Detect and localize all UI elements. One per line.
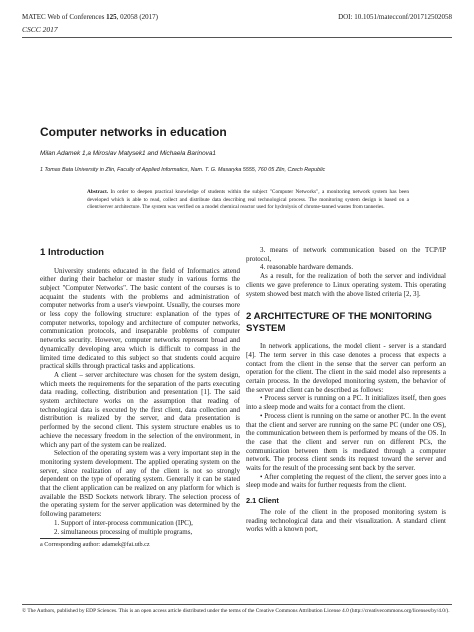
- left-column: [40, 244, 240, 548]
- affiliation: 1 Tomas Bata University in Zlin, Faculty of Applied Informatics, Nam. T. G. Masaryka 5555, 760 05 Zlin, Czech Republic: [40, 167, 326, 173]
- doi[interactable]: DOI: 10.1051/matecconf/201712502058: [338, 13, 452, 21]
- paragraph: In network applications, the model client - server is a standard [4]. The term server in this case denotes a process that expects a contact from the client in the sense that the server can perform an operation for the client. The client in the said model also represents a certain process. In the developed monitoring system, the behavior of the server and client can be described as follows:: [246, 342, 446, 394]
- paragraph: University students educated in the field of Informatics attend either during their bachelor or master study in various forms the subject "Computer Networks". The basic content of the courses is to acquaint the students with the problems and administration of computer networks from a user's viewpoint. Usually, the courses more or less copy the following structure: explanation of the types of computer networks, topology and architecture of computer networks, communication protocols, and inseparable problems of computer networks security. However, computer networks represent broad and dynamically developing area which is difficult to compass in the limited time dedicated to this subject so that students could acquire practical skills through practical tasks and applications.: [40, 266, 240, 371]
- list-item: 4. reasonable hardware demands.: [260, 263, 354, 272]
- list-item: 2. simultaneous processing of multiple programs,: [54, 527, 193, 536]
- abstract: [87, 189, 409, 212]
- footnote-rule: [40, 538, 120, 539]
- subsection-heading-client: 2.1 Client: [246, 496, 279, 506]
- conference-name: CSCC 2017: [22, 25, 58, 34]
- bullet-item: • After completing the request of the client, the server goes into a sleep mode and waits for further requests from the client.: [246, 472, 446, 490]
- journal-name: MATEC Web of Conferences: [22, 13, 107, 21]
- list-item: 3. means of network communication based on the TCP/IP protocol,: [246, 246, 446, 263]
- article-number: , 02058 (2017): [116, 13, 158, 21]
- spacer: [246, 298, 446, 308]
- section-heading-introduction: 1 Introduction: [40, 247, 104, 258]
- paragraph: A client – server architecture was chosen for the system design, which meets the requirements for the separation of the parts executing data reading, collecting, distribution and presentation [1]. The said system architecture works on the assumption that reading of technological data is executed by the first client, data collection and distribution is realized by the server, and data presentation is performed by the second client. This system structure enables us to achieve the necessary freedom in the selection of the environment, in which any part of the system can be realized.: [40, 370, 240, 449]
- list-item: 1. Support of inter-process communication (IPC),: [54, 518, 193, 527]
- paragraph: As a result, for the realization of both the server and individual clients we gave preference to Linux operating system. This operating system showed best match with the above listed criteria [2, 3].: [246, 272, 446, 298]
- abstract-text: In order to deepen practical knowledge of students within the subject "Computer Networks", a monitoring network system has been developed which is able to read, collect and distribute data describing real technological process. The monitoring system design is based on a client/server architecture. The system was verified on a model chemical reactor used for hydrolysis of chrome-tanned wastes from tanneries.: [87, 189, 409, 211]
- header-rule: [22, 37, 452, 38]
- journal-header: [22, 13, 158, 22]
- journal-volume: 125: [106, 13, 117, 21]
- paragraph: Selection of the operating system was a very important step in the monitoring system development. The applied operating system on the server, since realization of any of the client is not so strongly dependent on the type of operating system. Generally it can be stated that the client application can be realized on any platform for which is available the BSD Sockets network library. The selection process of the operating system for the server application was determined by the following parameters:: [40, 449, 240, 519]
- abstract-label: Abstract.: [87, 189, 109, 195]
- author-list: Milan Adamek 1,a Miroslav Matysek1 and Michaela Barinova1: [40, 150, 216, 157]
- license-footer: © The Authors, published by EDP Sciences. This is an open access article distributed under the terms of the Creative Commons Attribution License 4.0 (http://creativecommons.org/licenses/by/4.0/).: [22, 608, 450, 614]
- paragraph: The role of the client in the proposed monitoring system is reading technological data and their visualization. A standard client works with a known port,: [246, 507, 446, 534]
- bullet-item: • Process client is running on the same or another PC. In the event that the client and server are running on the same PC (under one OS), the communication between them is performed by means of the OS. In the case that the client and server run on different PCs, the communication between them is mediated through a computer network. The process client sends its request toward the server and waits for the result of the processing sent back by the server.: [246, 411, 446, 473]
- right-column: [246, 246, 446, 534]
- paper-title: Computer networks in education: [40, 125, 227, 139]
- footnote: a Corresponding author: adamek@fai.utb.cz: [40, 541, 150, 549]
- bullet-item: • Process server is running on a PC. It initializes itself, then goes into a sleep mode and waits for a contact from the client.: [246, 394, 446, 412]
- section-heading-architecture: 2 ARCHITECTURE OF THE MONITORING SYSTEM: [246, 311, 433, 334]
- footer-rule: [22, 604, 452, 605]
